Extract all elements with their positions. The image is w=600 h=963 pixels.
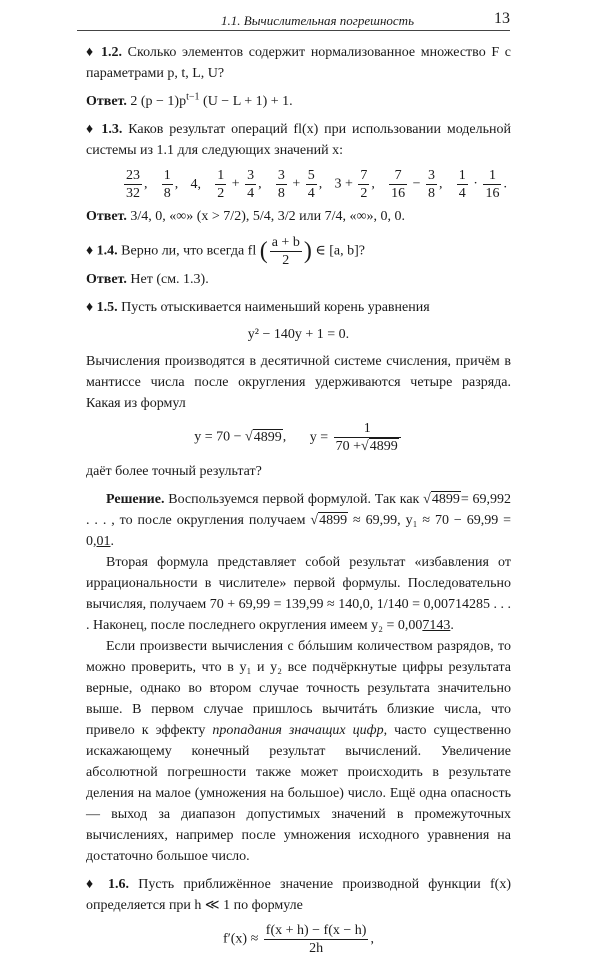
denominator-part: 70 +: [335, 439, 362, 454]
formula-lhs: f′(x) ≈: [223, 931, 259, 947]
integer: 4: [190, 177, 198, 192]
close-paren: ): [303, 238, 312, 264]
problem-1-5-para: Вычисления производятся в десятичной системе счисления, причём в мантиссе числа после округления удерживаются четыре разряда. Какая из формул: [86, 354, 511, 411]
problem-number: ♦ 1.2.: [86, 45, 122, 60]
problem-1-2: [86, 42, 511, 84]
formula-tail: ,: [370, 931, 374, 947]
problem-text: Пусть отыскивается наименьший корень уравнения: [121, 300, 430, 315]
answer-label: Ответ.: [86, 94, 127, 109]
answer-exponent: t−1: [186, 91, 200, 103]
sqrt-arg: 4899: [431, 492, 460, 507]
separator: ,: [439, 176, 443, 192]
numerator: 1: [483, 167, 501, 185]
answer-1-3: [86, 206, 511, 227]
denominator: 8: [163, 186, 171, 201]
fraction: [264, 922, 369, 957]
problem-1-5-question: даёт более точный результат?: [86, 464, 262, 479]
denominator: 16: [391, 186, 406, 201]
text: .: [450, 618, 454, 633]
values-list: [122, 167, 507, 202]
fraction: [389, 167, 407, 202]
numerator: a + b: [271, 235, 300, 250]
denominator: 2h: [309, 941, 324, 956]
x-value: [160, 167, 179, 202]
denominator: 4: [247, 186, 255, 201]
solution-para-2: [86, 552, 511, 636]
italic-term: пропадания значащих цифр: [212, 723, 384, 738]
separator: ,: [197, 177, 201, 192]
x-value: [274, 167, 322, 202]
denominator: 8: [428, 186, 436, 201]
solution-para-3: [86, 636, 511, 867]
underlined-digits: 7143: [422, 618, 451, 633]
numerator: 1: [334, 420, 401, 438]
x-value: [455, 167, 507, 202]
formula-1: y = 70 −: [194, 429, 242, 445]
answer-1-2: [86, 91, 511, 112]
numerator: 3: [247, 168, 255, 183]
open-paren: (: [259, 238, 268, 264]
formulas: y = 70 − √4899, y = $\frac{1}{70 +√4899}$: [86, 420, 511, 455]
answer-label: Ответ.: [86, 272, 127, 287]
equation-1: y² − 140y + 1 = 0.: [247, 327, 350, 342]
fraction: [276, 167, 287, 202]
answer-text: 3/4, 0, «∞» (x > 7/2), 5/4, 3/2 или 7/4, «∞», 0, 0.: [130, 209, 405, 224]
separator: ,: [174, 176, 179, 192]
sqrt-arg: 4899: [253, 429, 282, 445]
operator: +: [288, 176, 304, 192]
problem-text: Сколько элементов содержит нормализованное множество F с параметрами p, t, L, U?: [86, 45, 512, 81]
separator: ,: [144, 176, 148, 192]
problem-1-4: [86, 234, 511, 269]
problem-number: ♦ 1.5.: [86, 300, 118, 315]
answer-text: 2 (p − 1)p: [130, 94, 187, 109]
fraction: [426, 167, 437, 202]
fraction: [162, 167, 173, 202]
page-number: 13: [494, 10, 510, 27]
operator: −: [409, 176, 425, 192]
text: Воспользуемся первой формулой. Так как: [168, 492, 420, 507]
numerator: 3: [428, 168, 436, 183]
sqrt-symbol: √: [245, 429, 253, 445]
problem-text: Каков результат операций fl(x) при использовании модельной системы из 1.1 для следующих значений x:: [86, 122, 511, 158]
numerator: 7: [389, 167, 407, 185]
solution-para-1: Решение. Воспользуемся первой формулой. Так как √4899= 69,992 . . . , то после округления получаем √4899 ≈ 69,99, y₁ ≈ 70 − 69,99 = 0,01.: [86, 492, 512, 549]
problem-1-6: [86, 874, 511, 916]
denominator: 70 +√4899: [335, 439, 398, 454]
fraction: [215, 167, 226, 202]
denominator: 2: [360, 186, 368, 201]
text: ≈ 69,99, y₁ ≈ 70 − 69,99 = 0,: [86, 513, 512, 549]
answer-text: Нет (см. 1.3).: [130, 272, 209, 287]
problem-1-5: [86, 297, 511, 318]
fraction: [124, 167, 142, 202]
answer-1-4: [86, 269, 511, 290]
text: , часто существенно искажающему конечный результат вычислений. Увеличение абсолютной погрешности также может происходить в результате деления на малое (умножения на большое) число. Ещё одна опасность — выход за диапазон допустимых значений в промежуточных вычислениях, например после умножения исходного уравнения на достаточно большое число.: [86, 723, 511, 864]
denominator: 2: [217, 186, 225, 201]
formula-2-frac: [334, 420, 401, 455]
denominator: 2: [282, 253, 290, 268]
x-value: [213, 167, 261, 202]
answer-tail: (U − L + 1) + 1.: [203, 94, 293, 109]
integer: 3 +: [334, 176, 357, 192]
fraction: [457, 167, 468, 202]
problem-number: ♦ 1.6.: [86, 877, 130, 892]
separator: ,: [258, 176, 262, 192]
numerator: 23: [126, 168, 140, 183]
problem-number: ♦ 1.3.: [86, 122, 123, 137]
denominator: 8: [277, 186, 285, 201]
denominator: 16: [485, 186, 500, 201]
x-value: [387, 167, 442, 202]
problem-text: Верно ли, что всегда fl: [121, 243, 257, 259]
fraction: [245, 167, 256, 202]
text: = 69,992 . . . , то после округления получаем: [86, 492, 511, 528]
numerator: f(x + h) − f(x − h): [265, 923, 367, 938]
fraction: [483, 167, 501, 202]
derivative-formula: [86, 922, 511, 957]
denominator: 4: [458, 186, 466, 201]
operator: +: [228, 176, 244, 192]
fraction: [306, 167, 317, 202]
sqrt-arg: 4899: [319, 513, 348, 528]
numerator: 3: [277, 168, 285, 183]
x-value: [190, 174, 201, 195]
underlined-digits: 01: [96, 534, 111, 549]
problem-text-tail: ∈ [a, b]?: [315, 243, 365, 259]
sqrt-arg: 4899: [369, 439, 398, 454]
numerator: 5: [307, 168, 315, 183]
page-content: [86, 42, 511, 963]
formula-2-lhs: y =: [309, 429, 329, 445]
x-value: [122, 167, 148, 202]
numerator: 1: [163, 168, 171, 183]
denominator: 4: [307, 186, 315, 201]
denominator: 32: [126, 186, 140, 201]
separator: ,: [371, 176, 375, 192]
separator: ,: [318, 176, 323, 192]
answer-label: Ответ.: [86, 209, 127, 224]
separator: .: [503, 176, 507, 192]
fraction: [358, 167, 369, 202]
text: Вторая формула представляет собой результат «избавления от иррациональности в числителе» первой формулы. Последовательно вычисляя, получаем 70 + 69,99 = 139,99 ≈ 140,0, 1/140 = 0,00714285 . . . . Наконец, после последнего округления имеем y₂ = 0,00: [86, 555, 512, 633]
fraction: [270, 234, 302, 269]
solution-label: Решение.: [106, 492, 165, 507]
numerator: 1: [217, 168, 225, 183]
text: Если произвести вычисления с бóльшим количеством разрядов, то можно проверить, что в y₁ и y₂ все подчёркнутые цифры результата верные, однако во втором случае точность результата значительно выше. В первом случае пришлось вычитáть близкие числа, что привело к эффекту: [86, 639, 511, 738]
problem-text: Пусть приближённое значение производной функции f(x) определяется при h ≪ 1 по формуле: [86, 877, 511, 913]
numerator: 1: [458, 168, 466, 183]
operator: ·: [469, 176, 482, 192]
text: .: [110, 534, 114, 549]
section-title: 1.1. Вычислительная погрешность: [221, 13, 414, 28]
x-value: [334, 167, 374, 202]
numerator: 7: [360, 168, 368, 183]
running-header: [77, 8, 510, 31]
problem-number: ♦ 1.4.: [86, 243, 118, 259]
problem-1-3: [86, 119, 511, 161]
